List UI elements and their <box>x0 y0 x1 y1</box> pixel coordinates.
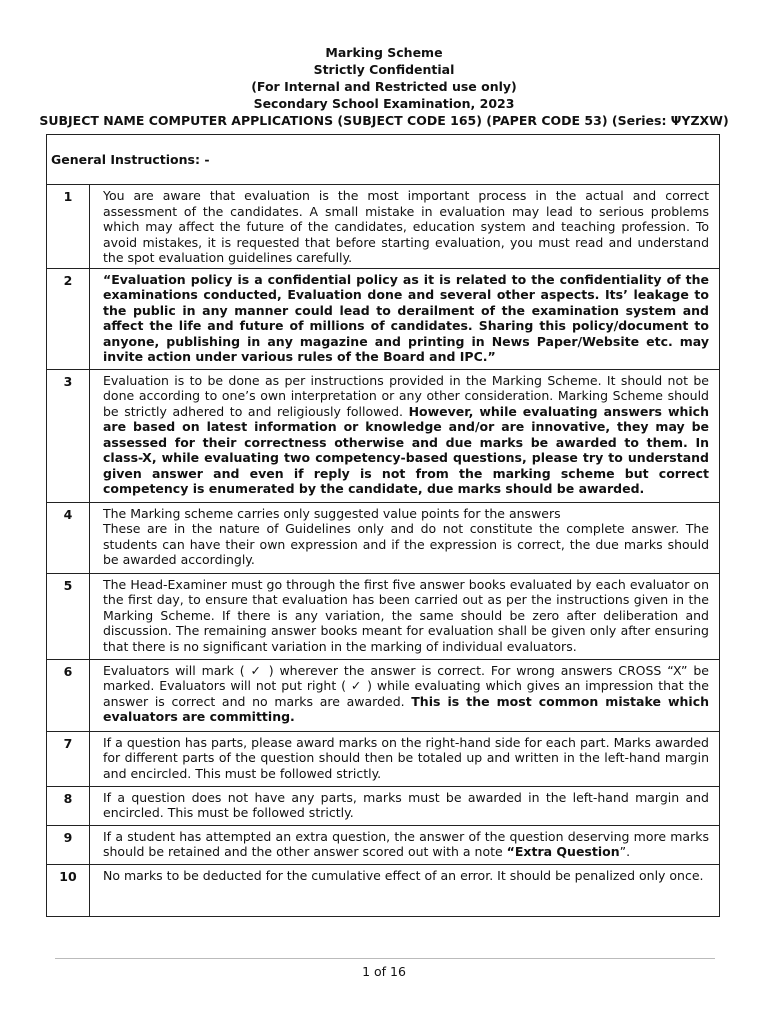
general-instructions-row <box>47 135 720 185</box>
instruction-number: 8 <box>47 786 90 825</box>
instruction-number: 2 <box>47 268 90 369</box>
header-exam: Secondary School Examination, 2023 <box>253 96 515 111</box>
document-header <box>0 44 768 129</box>
instruction-row <box>47 369 720 502</box>
header-confidential: Strictly Confidential <box>313 62 455 77</box>
instruction-number: 9 <box>47 825 90 864</box>
instruction-row <box>47 731 720 786</box>
instruction-number: 6 <box>47 659 90 731</box>
instruction-row <box>47 502 720 573</box>
instruction-text: If a student has attempted an extra question, the answer of the question deserving more marks should be retained and the other answer scored out with a note “Extra Question”. <box>90 825 720 864</box>
instruction-text: Evaluators will mark ( ✓ ) wherever the answer is correct. For wrong answers CROSS “X” be marked. Evaluators will not put right ( ✓ ) while evaluating which gives an impression that the answer is correct and no marks are awarded. This is the most common mistake which evaluators are committing. <box>90 659 720 731</box>
instruction-row <box>47 268 720 369</box>
instruction-row <box>47 659 720 731</box>
instruction-row <box>47 573 720 659</box>
general-instructions-label: General Instructions: - <box>47 135 720 185</box>
instruction-text: If a question does not have any parts, marks must be awarded in the left-hand margin and encircled. This must be followed strictly. <box>90 786 720 825</box>
instruction-number: 1 <box>47 185 90 269</box>
instruction-text: If a question has parts, please award marks on the right-hand side for each part. Marks awarded for different parts of the question should then be totaled up and written in the left-hand margin and encircled. This must be followed strictly. <box>90 731 720 786</box>
header-restricted: (For Internal and Restricted use only) <box>251 79 517 94</box>
instruction-row <box>47 185 720 269</box>
instruction-row <box>47 786 720 825</box>
instruction-text: Evaluation is to be done as per instructions provided in the Marking Scheme. It should not be done according to one’s own interpretation or any other consideration. Marking Scheme should be strictly adhered to and religiously followed. However, while evaluating answers which are based on latest information or knowledge and/or are innovative, they may be assessed for their correctness otherwise and due marks be awarded to them. In class-X, while evaluating two competency-based questions, please try to understand given answer and even if reply is not from the marking scheme but correct competency is enumerated by the candidate, due marks should be awarded. <box>90 369 720 502</box>
footer-divider <box>55 958 715 959</box>
instruction-number: 7 <box>47 731 90 786</box>
header-subject: SUBJECT NAME COMPUTER APPLICATIONS (SUBJECT CODE 165) (PAPER CODE 53) (Series: ΨYZXW) <box>39 113 729 128</box>
instruction-number: 5 <box>47 573 90 659</box>
instruction-text: “Evaluation policy is a confidential policy as it is related to the confidentiality of the examinations conducted, Evaluation done and several other aspects. Its’ leakage to the public in any manner could lead to derailment of the examination system and affect the life and future of millions of candidates. Sharing this policy/document to anyone, publishing in any magazine and printing in News Paper/Website etc. may invite action under various rules of the Board and IPC.” <box>90 268 720 369</box>
instruction-row <box>47 864 720 916</box>
instruction-number: 10 <box>47 864 90 916</box>
instruction-number: 4 <box>47 502 90 573</box>
instruction-text: The Head-Examiner must go through the first five answer books evaluated by each evaluator on the first day, to ensure that evaluation has been carried out as per the instructions given in the Marking Scheme. If there is any variation, the same should be zero after deliberation and discussion. The remaining answer books meant for evaluation shall be given only after ensuring that there is no significant variation in the marking of individual evaluators. <box>90 573 720 659</box>
instructions-table <box>46 134 720 917</box>
instruction-text: The Marking scheme carries only suggested value points for the answers These are in the nature of Guidelines only and do not constitute the complete answer. The students can have their own expression and if the expression is correct, the due marks should be awarded accordingly. <box>90 502 720 573</box>
header-title: Marking Scheme <box>325 45 443 60</box>
instruction-text: No marks to be deducted for the cumulative effect of an error. It should be penalized only once. <box>90 864 720 916</box>
instruction-number: 3 <box>47 369 90 502</box>
instruction-row <box>47 825 720 864</box>
page-number: 1 of 16 <box>362 964 406 979</box>
instruction-text: You are aware that evaluation is the most important process in the actual and correct assessment of the candidates. A small mistake in evaluation may lead to serious problems which may affect the future of the candidates, education system and teaching profession. To avoid mistakes, it is requested that before starting evaluation, you must read and understand the spot evaluation guidelines carefully. <box>90 185 720 269</box>
